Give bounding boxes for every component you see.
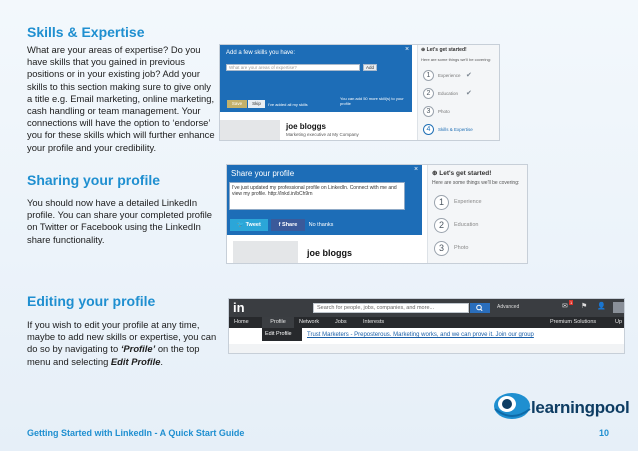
sharing-line: You should now have a detailed LinkedIn (27, 197, 198, 208)
sharing-line: profile. You can share your completed profile (27, 209, 213, 221)
brand-name: learningpool (531, 398, 630, 417)
skills-heading: Skills & Expertise (27, 24, 145, 40)
add-skill-button[interactable]: Add (363, 64, 377, 71)
skills-line: connections will have the option to ‘endorse’ (27, 117, 211, 129)
step-label: Photo (454, 245, 469, 251)
profile-name: joe bloggs (307, 248, 352, 258)
close-icon[interactable]: × (405, 46, 410, 53)
chevron-icon: ⊕ (421, 47, 427, 53)
editing-line: menu and selecting Edit Profile. (27, 355, 164, 367)
step-number: 3 (434, 241, 449, 256)
nav-home[interactable]: Home (234, 319, 249, 325)
facebook-icon: f (278, 222, 283, 228)
avatar[interactable] (613, 302, 624, 313)
flag-icon[interactable]: ⚑ (581, 303, 588, 310)
step-number-active: 4 (423, 124, 434, 135)
step-label: Education (438, 91, 459, 96)
save-button[interactable]: Save (227, 100, 247, 108)
close-icon[interactable]: × (414, 166, 419, 173)
messages-icon[interactable]: ✉ (562, 303, 568, 310)
panel-title: ⊕ Let's get started! (421, 47, 467, 53)
nav-jobs[interactable]: Jobs (335, 319, 347, 325)
step-label: Experience (438, 73, 461, 78)
step-label-active: Skills & Expertise (438, 127, 473, 132)
skills-line: What are your areas of expertise? Do you (27, 44, 201, 55)
sharing-line: share functionality. (27, 233, 105, 245)
skills-line: have skills that you gained in previous (27, 56, 185, 68)
ad-link[interactable]: Trust Marketers - Preposterous. Marketing works, and we can prove it. Join our group (307, 332, 534, 338)
skills-input[interactable]: What are your areas of expertise? (226, 64, 360, 71)
learningpool-logo-icon (492, 389, 532, 421)
step-label: Education (454, 222, 479, 228)
avatar (220, 120, 280, 141)
profile-strip (220, 112, 412, 141)
nav-premium[interactable]: Premium Solutions (550, 319, 597, 325)
page-content (229, 344, 625, 354)
share-message-input[interactable]: I've just updated my professional profile on LinkedIn. Connect with me and view my profile. http://lnkd.in/bCh9rn (229, 182, 405, 210)
edit-profile-menu-item[interactable]: Edit Profile (262, 328, 302, 341)
panel-subtitle: Here are some things we'll be covering: (432, 180, 520, 186)
check-icon: ✔ (466, 90, 472, 97)
step-number: 2 (423, 88, 434, 99)
advanced-search-link[interactable]: Advanced (497, 304, 520, 310)
editing-line: do so by navigating to ‘Profile’ on the top (27, 343, 200, 355)
share-dialog (227, 165, 422, 235)
skills-dialog (220, 45, 412, 112)
profile-name: joe bloggs (286, 122, 326, 131)
editing-line: If you wish to edit your profile at any time, (27, 319, 200, 330)
linkedin-logo[interactable]: in (233, 300, 245, 315)
share-dialog-title: Share your profile (231, 169, 295, 178)
menu-screenshot (228, 298, 625, 354)
panel-subtitle: Here are some things we'll be covering: (421, 57, 491, 62)
skills-body (27, 44, 222, 154)
nav-network[interactable]: Network (299, 319, 320, 325)
share-screenshot (226, 164, 528, 264)
editing-line: maybe to add new skills or expertise, you can (27, 331, 217, 343)
sharing-body (27, 197, 217, 246)
skills-line: you for these skills which will further enhance (27, 129, 215, 141)
search-input[interactable]: Search for people, jobs, companies, and more... (313, 303, 469, 313)
skills-line: positions or in your existing job? Add your (27, 68, 201, 80)
nav-upgrade[interactable]: Up (615, 319, 623, 325)
search-icon (470, 303, 490, 313)
nav-interests[interactable]: Interests (363, 319, 385, 325)
twitter-icon: 🐦 (237, 222, 246, 228)
step-label: Photo (438, 109, 450, 114)
skills-line: skills to this section making sure to give only (27, 80, 211, 92)
step-number: 3 (423, 106, 434, 117)
editing-body (27, 319, 217, 368)
avatar (233, 241, 298, 264)
panel-title: ⊕ Let's get started! (432, 170, 492, 177)
skills-dialog-title: Add a few skills you have: (226, 50, 296, 56)
profile-role: Marketing executive at My Company (286, 132, 359, 137)
add-connection-icon[interactable]: 👤 (597, 303, 606, 310)
check-icon: ✔ (466, 72, 472, 79)
no-thanks-link[interactable]: No thanks (308, 222, 334, 228)
skip-button[interactable]: Skip (248, 100, 265, 108)
tweet-button[interactable]: 🐦 Tweet (230, 219, 268, 231)
added-all-link[interactable]: I've added all my skills (268, 102, 308, 107)
nav-profile[interactable]: Profile (262, 317, 294, 328)
search-button[interactable] (470, 303, 490, 313)
skills-line: cash handling or team management. Your (27, 105, 201, 117)
page-number: 10 (599, 428, 610, 438)
editing-heading: Editing your profile (27, 293, 156, 309)
linkedin-top-bar (229, 299, 625, 317)
sharing-heading: Sharing your profile (27, 172, 161, 188)
step-number: 2 (434, 218, 449, 233)
skills-line: a title e.g. Email marketing, online marketing, (27, 92, 215, 104)
skills-limit-hint: You can add 50 more skill(s) to your profile (340, 96, 404, 106)
sharing-line: on Twitter or Facebook using the LinkedIn (27, 221, 201, 233)
step-number: 1 (434, 195, 449, 210)
step-label: Experience (454, 199, 482, 205)
footer-title: Getting Started with LinkedIn - A Quick Start Guide (27, 428, 245, 438)
facebook-share-button[interactable]: f Share (271, 219, 305, 231)
skills-line: your profile and your credibility. (27, 141, 157, 153)
getting-started-panel (417, 45, 500, 141)
getting-started-panel (427, 165, 528, 264)
chevron-icon: ⊕ (432, 170, 440, 177)
step-number: 1 (423, 70, 434, 81)
notification-badge: 1 (570, 300, 573, 305)
skills-screenshot (219, 44, 500, 141)
